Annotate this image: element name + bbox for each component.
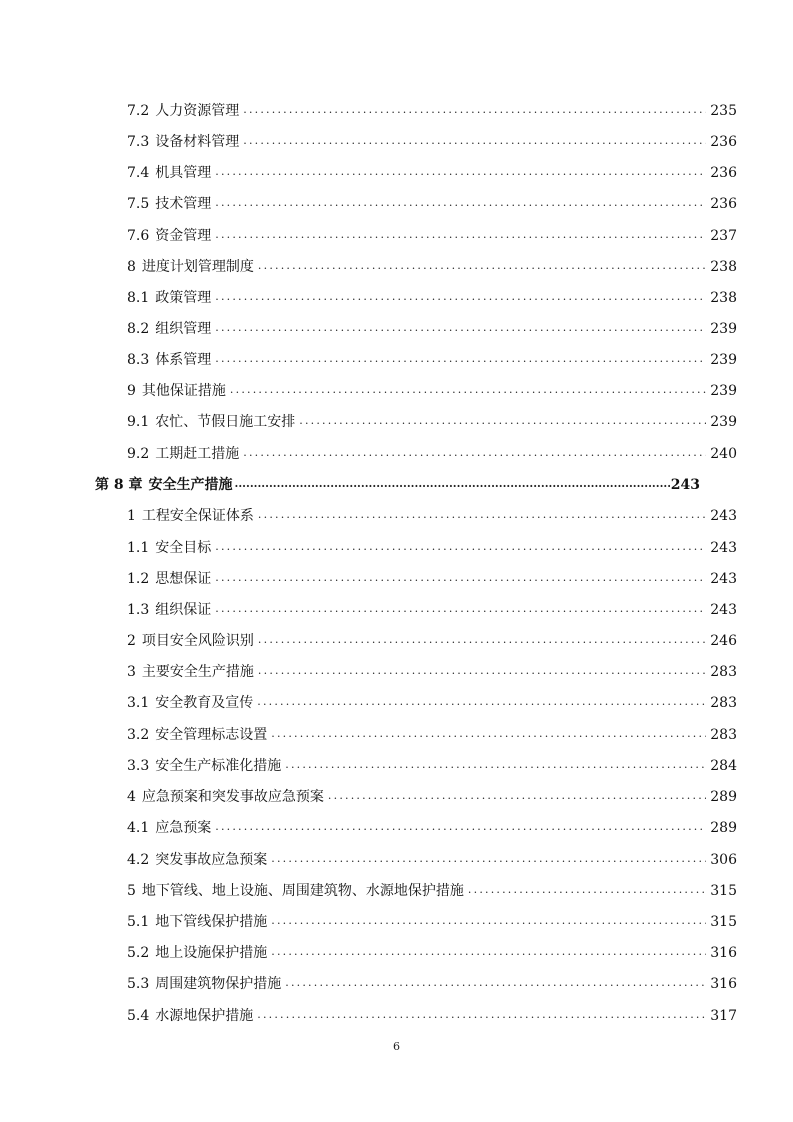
- dot-leader: [215, 820, 706, 834]
- toc-entry-number: 1.3: [127, 602, 150, 618]
- toc-entry-title: 安全教育及宣传: [155, 695, 254, 711]
- toc-entry-page: 315: [710, 914, 737, 930]
- toc-entry-page: 238: [710, 259, 737, 275]
- toc-entry-1[interactable]: [127, 503, 737, 525]
- dot-leader: [235, 477, 670, 491]
- toc-entry-title: 水源地保护措施: [155, 1008, 254, 1024]
- dot-leader: [243, 446, 706, 460]
- toc-entry-9[interactable]: [127, 378, 737, 400]
- toc-entry-page: 235: [710, 103, 737, 119]
- toc-entry-number: 1.2: [127, 571, 150, 587]
- toc-entry-3[interactable]: [127, 659, 737, 681]
- toc-entry-title: 安全目标: [155, 540, 212, 556]
- toc-entry-page: 283: [710, 727, 737, 743]
- toc-entry-page: 289: [710, 789, 737, 805]
- toc-entry-1-2[interactable]: [127, 566, 737, 588]
- dot-leader: [271, 945, 706, 959]
- toc-entry-title: 政策管理: [155, 290, 212, 306]
- toc-entry-page: 283: [710, 695, 737, 711]
- toc-entry-5-2[interactable]: [127, 940, 737, 962]
- toc-entry-page: 243: [710, 508, 737, 524]
- toc-entry-number: 8.1: [127, 290, 150, 306]
- dot-leader: [258, 259, 706, 273]
- chapter-page: 243: [670, 477, 700, 493]
- dot-leader: [230, 383, 706, 397]
- toc-entry-number: 3: [127, 664, 136, 680]
- toc-entry-number: 9.1: [127, 414, 150, 430]
- toc-entry-title: 技术管理: [155, 196, 212, 212]
- toc-entry-9-1[interactable]: [127, 409, 737, 431]
- toc-entry-number: 4.1: [127, 820, 150, 836]
- toc-entry-page: 316: [710, 976, 737, 992]
- toc-entry-number: 3.2: [127, 727, 150, 743]
- toc-entry-page: 246: [710, 633, 737, 649]
- toc-entry-page: 284: [710, 758, 737, 774]
- toc-entry-title: 资金管理: [155, 228, 212, 244]
- toc-entry-number: 9: [127, 383, 136, 399]
- toc-entry-7-5[interactable]: [127, 191, 737, 213]
- dot-leader: [271, 914, 706, 928]
- dot-leader: [299, 414, 706, 428]
- dot-leader: [258, 508, 706, 522]
- toc-entry-number: 1.1: [127, 540, 150, 556]
- toc-entry-number: 5.1: [127, 914, 150, 930]
- toc-entry-title: 地下管线、地上设施、周围建筑物、水源地保护措施: [141, 883, 464, 899]
- toc-entry-number: 1: [127, 508, 136, 524]
- toc-entry-page: 239: [710, 383, 737, 399]
- toc-entry-number: 7.2: [127, 103, 150, 119]
- dot-leader: [215, 540, 706, 554]
- toc-entry-number: 3.1: [127, 695, 150, 711]
- toc-entry-number: 7.4: [127, 165, 150, 181]
- toc-entry-4-1[interactable]: [127, 815, 737, 837]
- dot-leader: [243, 134, 706, 148]
- toc-entry-3-1[interactable]: [127, 690, 737, 712]
- dot-leader: [285, 758, 706, 772]
- toc-entry-title: 安全生产标准化措施: [155, 758, 282, 774]
- toc-chapter-8[interactable]: [95, 472, 700, 494]
- toc-entry-page: 316: [710, 945, 737, 961]
- toc-entry-2[interactable]: [127, 628, 737, 650]
- toc-entry-number: 7.5: [127, 196, 150, 212]
- dot-leader: [215, 228, 706, 242]
- toc-entry-number: 8.3: [127, 352, 150, 368]
- toc-entry-title: 设备材料管理: [155, 134, 240, 150]
- dot-leader: [328, 789, 706, 803]
- toc-entry-7-3[interactable]: [127, 129, 737, 151]
- dot-leader: [215, 352, 706, 366]
- dot-leader: [215, 321, 706, 335]
- dot-leader: [285, 976, 706, 990]
- chapter-number: 第 8 章: [95, 477, 143, 493]
- dot-leader: [215, 602, 706, 616]
- toc-entry-page: 317: [710, 1008, 737, 1024]
- dot-leader: [271, 852, 706, 866]
- dot-leader: [258, 664, 706, 678]
- toc-entry-8-1[interactable]: [127, 285, 737, 307]
- toc-entry-page: 236: [710, 196, 737, 212]
- dot-leader: [271, 727, 706, 741]
- toc-entry-title: 地下管线保护措施: [155, 914, 268, 930]
- toc-entry-number: 3.3: [127, 758, 150, 774]
- toc-entry-title: 组织保证: [155, 602, 212, 618]
- toc-entry-1-3[interactable]: [127, 597, 737, 619]
- toc-entry-number: 4.2: [127, 852, 150, 868]
- toc-entry-7-6[interactable]: [127, 223, 737, 245]
- toc-entry-title: 地上设施保护措施: [155, 945, 268, 961]
- toc-entry-page: 243: [710, 602, 737, 618]
- toc-entry-1-1[interactable]: [127, 535, 737, 557]
- toc-entry-5-4[interactable]: [127, 1003, 737, 1025]
- dot-leader: [258, 633, 706, 647]
- toc-entry-4-2[interactable]: [127, 847, 737, 869]
- toc-entry-8[interactable]: [127, 254, 737, 276]
- toc-entry-7-2[interactable]: [127, 98, 737, 120]
- toc-entry-title: 应急预案和突发事故应急预案: [141, 789, 324, 805]
- dot-leader: [243, 103, 706, 117]
- toc-entry-title: 周围建筑物保护措施: [155, 976, 282, 992]
- toc-entry-page: 238: [710, 290, 737, 306]
- dot-leader: [215, 571, 706, 585]
- toc-entry-page: 239: [710, 352, 737, 368]
- toc-entry-number: 8.2: [127, 321, 150, 337]
- toc-entry-7-4[interactable]: [127, 160, 737, 182]
- dot-leader: [215, 196, 706, 210]
- toc-entry-page: 240: [710, 446, 737, 462]
- toc-entry-title: 体系管理: [155, 352, 212, 368]
- toc-entry-8-2[interactable]: [127, 316, 737, 338]
- toc-entry-8-3[interactable]: [127, 347, 737, 369]
- toc-entry-page: 237: [710, 228, 737, 244]
- toc-entry-number: 4: [127, 789, 136, 805]
- toc-entry-title: 安全管理标志设置: [155, 727, 268, 743]
- toc-entry-3-3[interactable]: [127, 753, 737, 775]
- toc-entry-number: 5: [127, 883, 136, 899]
- toc-entry-number: 9.2: [127, 446, 150, 462]
- toc-entry-title: 项目安全风险识别: [141, 633, 254, 649]
- dot-leader: [257, 1008, 706, 1022]
- toc-entry-9-2[interactable]: [127, 441, 737, 463]
- toc-entry-title: 机具管理: [155, 165, 212, 181]
- toc-entry-title: 思想保证: [155, 571, 212, 587]
- toc-entry-page: 243: [710, 571, 737, 587]
- toc-entry-title: 人力资源管理: [155, 103, 240, 119]
- toc-entry-3-2[interactable]: [127, 722, 737, 744]
- toc-entry-number: 5.3: [127, 976, 150, 992]
- toc-entry-page: 289: [710, 820, 737, 836]
- toc-entry-5-1[interactable]: [127, 909, 737, 931]
- toc-entry-number: 5.2: [127, 945, 150, 961]
- page-number-footer: 6: [393, 1040, 400, 1053]
- toc-entry-title: 应急预案: [155, 820, 212, 836]
- toc-entry-page: 236: [710, 165, 737, 181]
- toc-entry-number: 8: [127, 259, 136, 275]
- toc-entry-page: 236: [710, 134, 737, 150]
- toc-entry-title: 进度计划管理制度: [141, 259, 254, 275]
- toc-entry-page: 306: [710, 852, 737, 868]
- dot-leader: [215, 290, 706, 304]
- toc-entry-title: 组织管理: [155, 321, 212, 337]
- toc-entry-page: 283: [710, 664, 737, 680]
- toc-entry-title: 工程安全保证体系: [141, 508, 254, 524]
- toc-entry-title: 农忙、节假日施工安排: [155, 414, 296, 430]
- toc-entry-number: 2: [127, 633, 136, 649]
- toc-entry-5[interactable]: [127, 878, 737, 900]
- dot-leader: [215, 165, 706, 179]
- dot-leader: [257, 695, 706, 709]
- toc-entry-page: 315: [710, 883, 737, 899]
- toc-entry-page: 239: [710, 414, 737, 430]
- toc-entry-number: 7.6: [127, 228, 150, 244]
- toc-entry-page: 243: [710, 540, 737, 556]
- toc-entry-title: 其他保证措施: [141, 383, 226, 399]
- chapter-title: 安全生产措施: [148, 477, 233, 493]
- toc-entry-number: 5.4: [127, 1008, 150, 1024]
- toc-entry-4[interactable]: [127, 784, 737, 806]
- toc-entry-number: 7.3: [127, 134, 150, 150]
- toc-entry-title: 主要安全生产措施: [141, 664, 254, 680]
- toc-entry-title: 突发事故应急预案: [155, 852, 268, 868]
- toc-entry-title: 工期赶工措施: [155, 446, 240, 462]
- toc-entry-page: 239: [710, 321, 737, 337]
- toc-entry-5-3[interactable]: [127, 971, 737, 993]
- dot-leader: [468, 883, 706, 897]
